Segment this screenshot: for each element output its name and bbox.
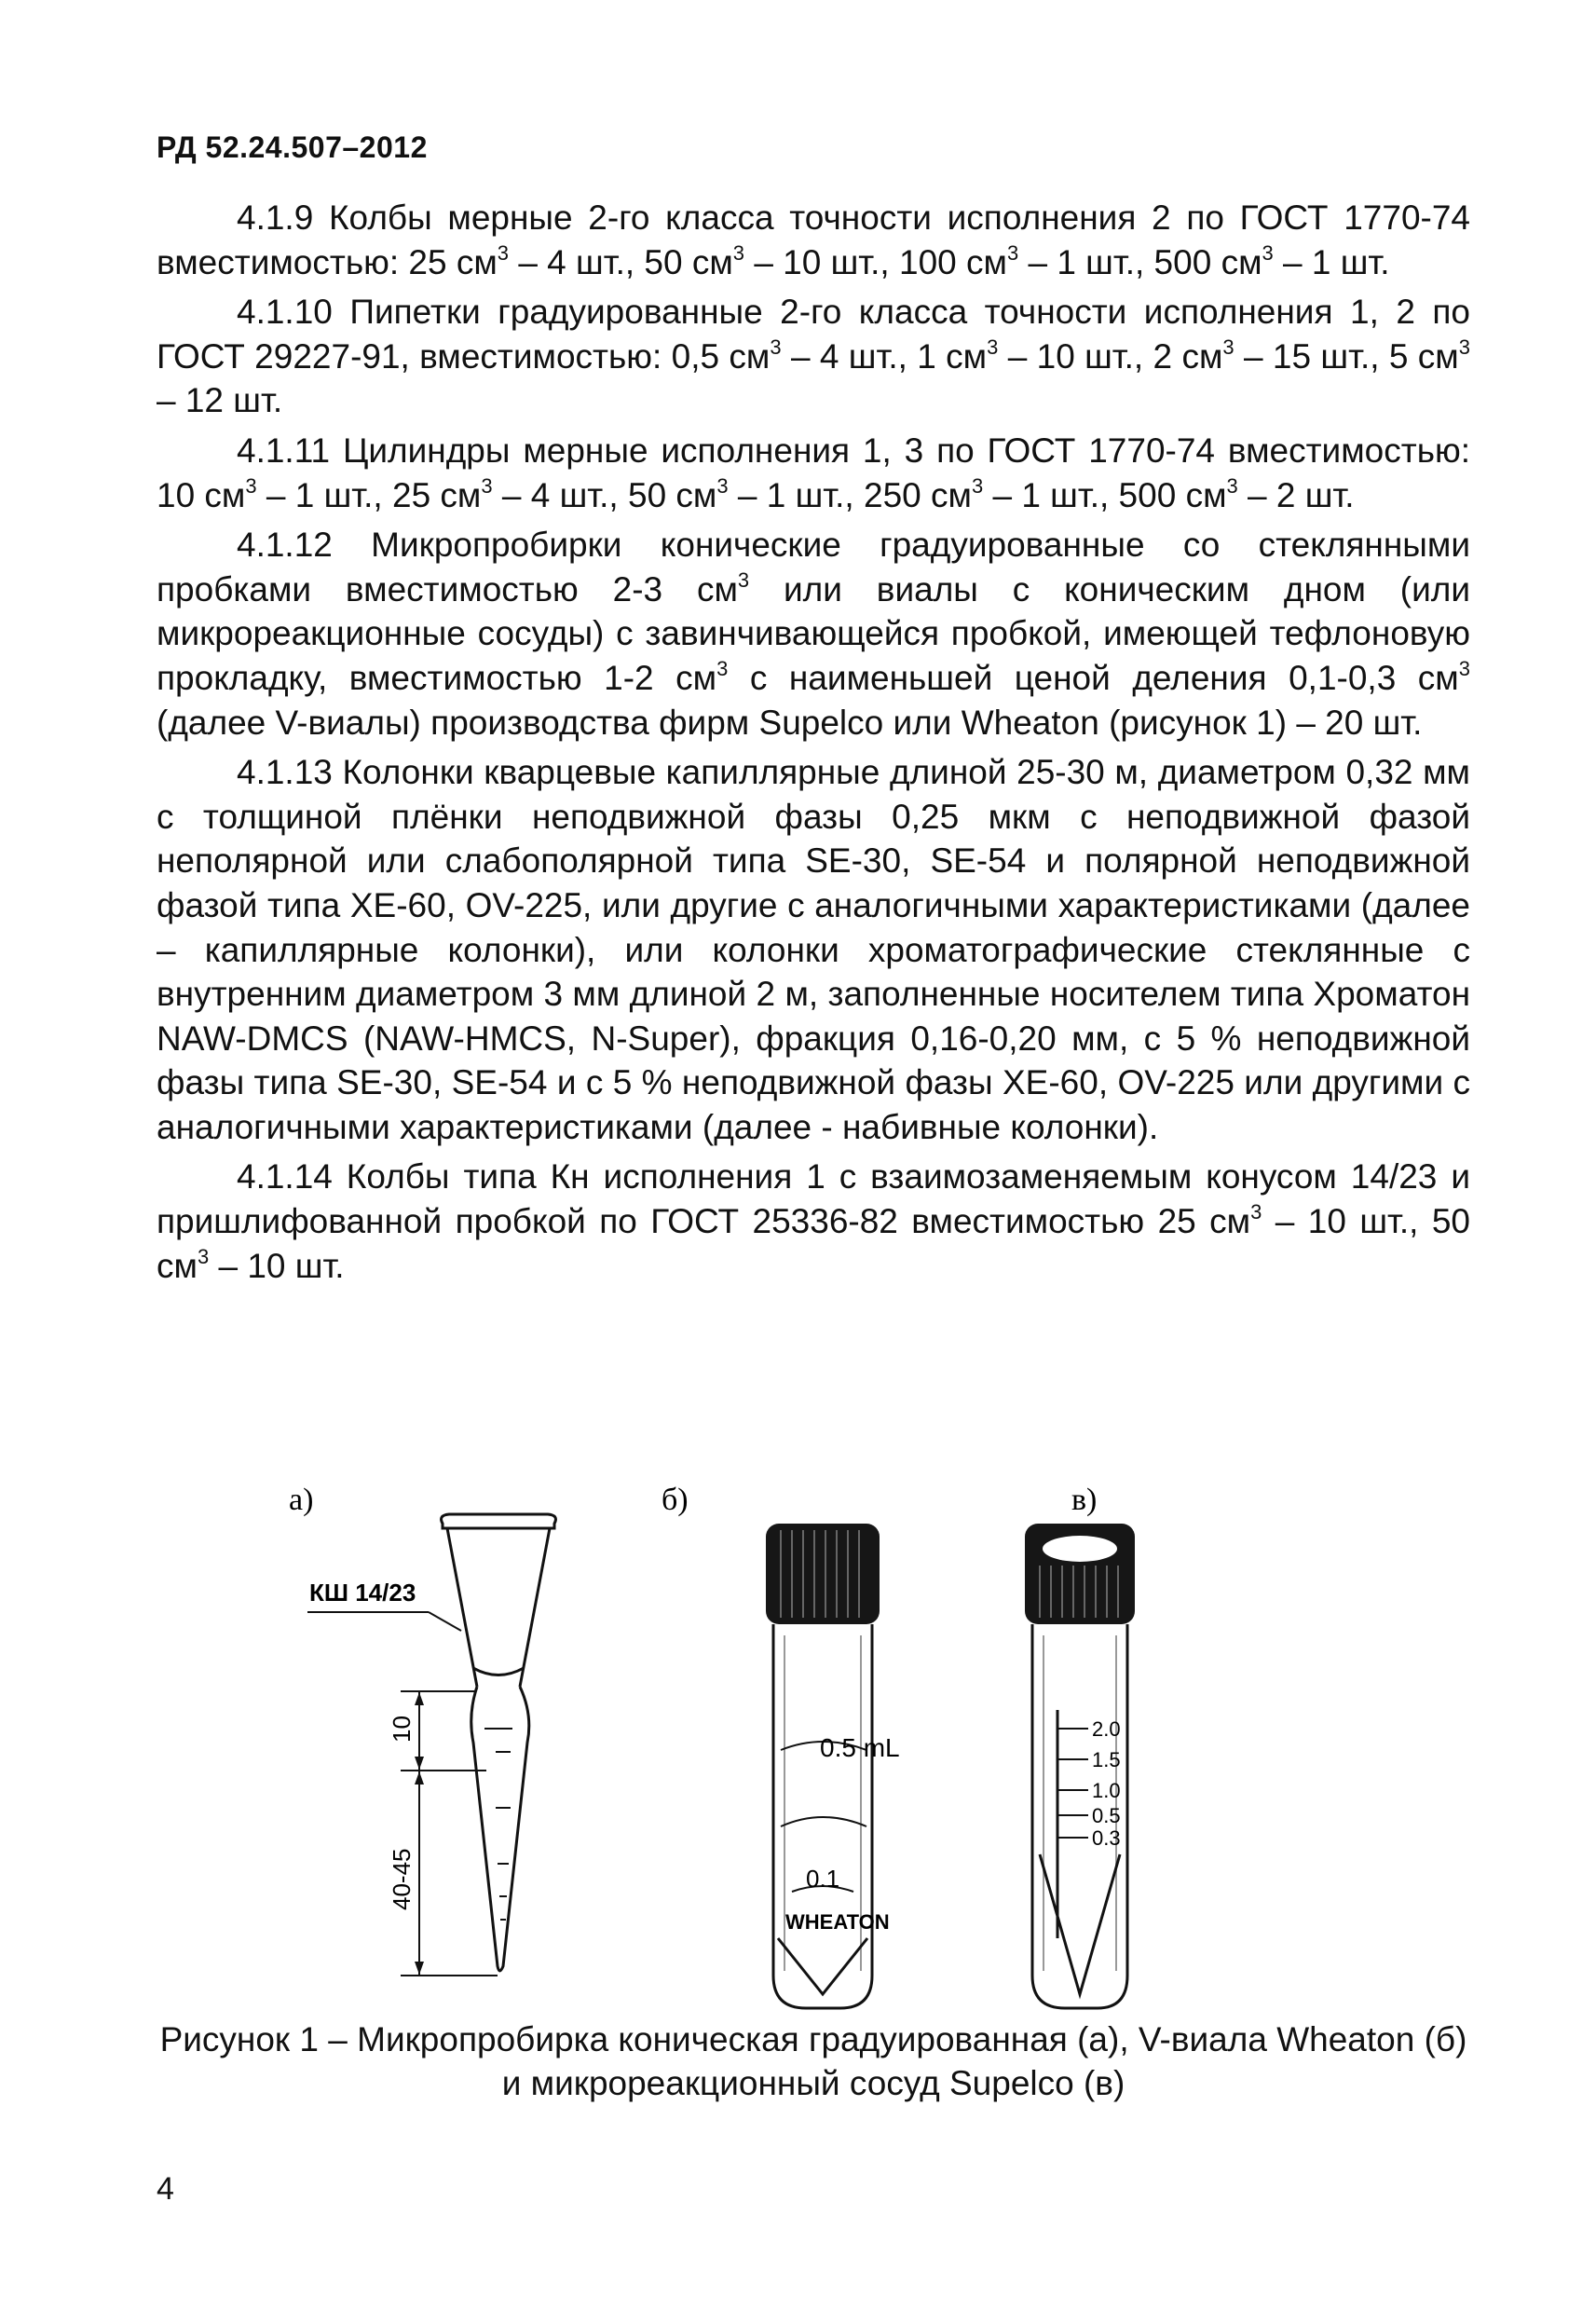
superscript: 3: [770, 335, 782, 359]
text-run: 4.1.13 Колонки кварцевые капиллярные длиной 25-30 м, диаметром 0,32 мм с толщиной плёнки неподвижной фазы 0,25 мкм с неподвижной фазой неполярной или слабополярной типа SE-30, SE-54 и полярной неподвижной фазой типа XE-60, OV-225, или другие с аналогичными характеристиками (далее – капиллярные колонки), или колонки хроматографические стеклянные с внутренним диаметром 3 мм длиной 2 м, заполненные носителем типа Хроматон NAW-DMCS (NAW-HMCS, N-Super), фракция 0,16-0,20 мм, с 5 % неподвижной фазы типа SE-30, SE-54 и с 5 % неподвижной фазы XE-60, OV-225 или другими с аналогичными характеристиками (далее - набивные колонки).: [157, 753, 1470, 1146]
text-run: 4.1.12 Микропробирки конические градуированные со стеклянными пробками вместимостью 2-3 см: [157, 526, 1470, 609]
superscript: 3: [1250, 1200, 1262, 1224]
superscript: 3: [716, 656, 729, 680]
dimension-top: 10: [388, 1716, 416, 1743]
text-run: или виалы с коническим дном (или микрореакционные сосуды) с завинчивающейся пробкой, имеющей тефлоновую прокладку, вместимостью 1-2 см: [157, 569, 1470, 697]
vial-b-brand: WHEATON: [785, 1910, 890, 1934]
text-run: (далее V-виалы) производства фирм Supelco или Wheaton (рисунок 1) – 20 шт.: [157, 703, 1423, 742]
vessel-c-marks: [1092, 1717, 1121, 1850]
text-run: – 2 шт.: [1237, 475, 1355, 514]
vial-b-mark-high: 0.5 mL: [820, 1733, 900, 1762]
text-run: – 10 шт.: [209, 1246, 345, 1285]
superscript: 3: [1006, 240, 1019, 265]
body-text: [157, 196, 1470, 1293]
superscript: 3: [732, 240, 745, 265]
superscript: 3: [197, 1244, 210, 1268]
text-run: – 1 шт., 500 см: [983, 475, 1227, 514]
vessel-c-mark-label: 1.0: [1092, 1779, 1121, 1802]
text-run: – 15 шт., 5 см: [1234, 336, 1459, 376]
page-number: 4: [157, 2171, 174, 2207]
document-code: РД 52.24.507–2012: [157, 130, 428, 164]
wheaton-vial-drawing: [766, 1524, 880, 2008]
text-run: – 4 шт., 1 см: [781, 336, 988, 376]
panel-label-c: в): [1071, 1483, 1098, 1517]
text-run: – 4 шт., 50 см: [509, 242, 733, 281]
superscript: 3: [1458, 335, 1470, 359]
vial-b-mark-low: 0.1: [806, 1865, 840, 1893]
text-run: – 1 шт., 25 см: [256, 475, 482, 514]
vessel-c-mark-label: 2.0: [1092, 1717, 1121, 1741]
superscript: 3: [497, 240, 510, 265]
text-run: 4.1.10 Пипетки градуированные 2-го класса точности исполнения 1, 2 по ГОСТ 29227-91, вместимостью: 0,5 см: [157, 293, 1470, 376]
text-run: 4.1.14 Колбы типа Кн исполнения 1 с взаимозаменяемым конусом 14/23 и пришлифованной пробкой по ГОСТ 25336-82 вместимостью 25 см: [157, 1157, 1470, 1241]
text-run: 4.1.11 Цилиндры мерные исполнения 1, 3 по ГОСТ 1770-74 вместимостью: 10 см: [157, 431, 1470, 514]
paragraph-4-1-12: [157, 523, 1470, 745]
superscript: 3: [1226, 473, 1238, 498]
text-run: – 10 шт., 2 см: [998, 336, 1223, 376]
paragraph-4-1-14: [157, 1155, 1470, 1288]
vessel-c-mark-label: 1.5: [1092, 1748, 1121, 1771]
panel-label-b: б): [662, 1483, 689, 1517]
dimension-bottom: 40-45: [388, 1848, 416, 1910]
superscript: 3: [245, 473, 257, 498]
joint-label: КШ 14/23: [309, 1579, 416, 1607]
vessel-c-mark-label: 0.3: [1092, 1826, 1121, 1850]
superscript: 3: [987, 335, 999, 359]
superscript: 3: [971, 473, 984, 498]
text-run: 4.1.9 Колбы мерные 2-го класса точности исполнения 2 по ГОСТ 1770-74 вместимостью: 25 см: [157, 198, 1470, 281]
superscript: 3: [716, 473, 729, 498]
paragraph-4-1-10: [157, 290, 1470, 423]
text-run: – 1 шт., 500 см: [1018, 242, 1262, 281]
text-run: – 10 шт., 100 см: [744, 242, 1007, 281]
figure-illustration: [270, 1472, 1276, 2013]
text-run: – 1 шт., 250 см: [728, 475, 972, 514]
text-run: – 10 шт., 50 см: [157, 1202, 1470, 1285]
superscript: 3: [1458, 656, 1470, 680]
text-run: – 12 шт.: [157, 381, 283, 420]
superscript: 3: [1222, 335, 1235, 359]
paragraph-4-1-9: [157, 196, 1470, 284]
superscript: 3: [1262, 240, 1274, 265]
paragraph-4-1-11: [157, 429, 1470, 517]
text-run: – 4 шт., 50 см: [492, 475, 717, 514]
superscript: 3: [481, 473, 493, 498]
figure-1: [270, 1472, 1276, 2013]
figure-caption: Рисунок 1 – Микропробирка коническая градуированная (а), V-виала Wheaton (б) и микрореакционный сосуд Supelco (в): [159, 2020, 1467, 2102]
paragraph-4-1-13: [157, 750, 1470, 1149]
vessel-c-mark-label: 0.5: [1092, 1804, 1121, 1827]
superscript: 3: [737, 567, 750, 592]
text-run: – 1 шт.: [1273, 242, 1390, 281]
panel-label-a: а): [289, 1483, 314, 1517]
text-run: с наименьшей ценой деления 0,1-0,3 см: [728, 658, 1459, 697]
